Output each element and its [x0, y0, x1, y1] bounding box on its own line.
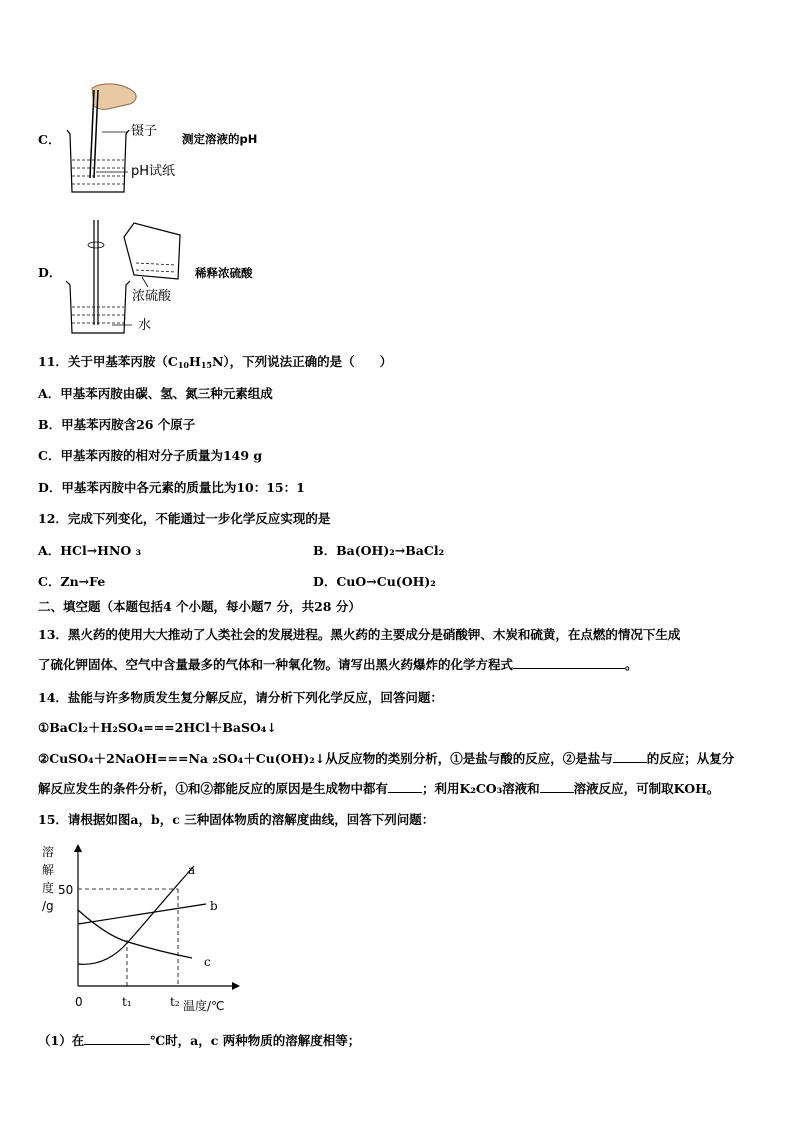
- option-d-letter: D．: [38, 265, 62, 280]
- y-tick-50: 50: [58, 883, 74, 897]
- q14-blank-2[interactable]: [388, 780, 422, 793]
- x-axis-label: 温度/℃: [183, 999, 225, 1013]
- conc-acid-label: 浓硫酸: [132, 289, 172, 304]
- series-a-label: a: [188, 863, 196, 877]
- q12-option-a: A．HCl→HNO ₃: [38, 543, 142, 558]
- y-label-3: 度: [42, 881, 55, 895]
- water-label: 水: [138, 318, 152, 333]
- ph-test-figure: [62, 80, 182, 200]
- option-d-caption: 稀释浓硫酸: [195, 266, 253, 280]
- y-axis-arrow: [74, 844, 82, 852]
- curve-b: [78, 904, 206, 924]
- q13-answer-blank[interactable]: [513, 656, 625, 669]
- q14-eq2: ②CuSO₄＋2NaOH===Na ₂SO₄＋Cu(OH)₂↓从反应物的类别分析，①是盐与酸的反应，②是盐与 的反应；从复分: [38, 751, 735, 766]
- q14-blank-3[interactable]: [540, 780, 574, 793]
- q12-option-c: C．Zn→Fe: [38, 574, 106, 589]
- q14-stem: 14．盐能与许多物质发生复分解反应，请分析下列化学反应，回答问题：: [38, 690, 443, 705]
- ph-paper-label: pH试纸: [131, 164, 176, 179]
- q11-option-d: D．甲基苯丙胺中各元素的质量比为10：15：1: [38, 480, 305, 495]
- q15-sub1: （1）在 ℃时，a，c 两种物质的溶解度相等；: [38, 1033, 361, 1048]
- option-c-caption: 测定溶液的pH: [182, 132, 258, 146]
- q14-line3: 解反应发生的条件分析，①和②都能反应的原因是生成物中都有 ；利用K₂CO₃溶液和 溶液反应，可制取KOH。: [38, 781, 720, 796]
- q13-line1: 13．黑火药的使用大大推动了人类社会的发展进程。黑火药的主要成分是硝酸钾、木炭和硫黄，在点燃的情况下生成: [38, 627, 681, 642]
- x-tick-t2: t₂: [170, 995, 180, 1009]
- x-axis-arrow: [232, 982, 240, 990]
- y-label-1: 溶: [42, 845, 55, 859]
- y-label-2: 解: [42, 863, 55, 877]
- q11-option-c: C．甲基苯丙胺的相对分子质量为149 g: [38, 448, 263, 463]
- q11-option-b: B．甲基苯丙胺含26 个原子: [38, 417, 196, 432]
- q13-line2: 了硫化钾固体、空气中含量最多的气体和一种氧化物。请写出黑火药爆炸的化学方程式 。: [38, 657, 638, 672]
- x-tick-0: 0: [75, 995, 83, 1009]
- series-c-label: c: [204, 955, 211, 969]
- series-b-label: b: [210, 899, 218, 913]
- solubility-chart: [38, 838, 248, 1018]
- q11-option-a: A．甲基苯丙胺由碳、氢、氮三种元素组成: [38, 386, 273, 401]
- q12-stem: 12．完成下列变化，不能通过一步化学反应实现的是: [38, 511, 331, 526]
- q11-stem: 11．关于甲基苯丙胺$(C_{10}H_{15}N)$，下列说法正确的是（ ）: [38, 354, 393, 370]
- dilute-acid-figure: [62, 215, 192, 340]
- tweezers-label: 镊子: [131, 124, 158, 139]
- q12-option-d: D．CuO→Cu(OH)₂: [313, 574, 436, 589]
- option-c-letter: C．: [38, 132, 61, 147]
- q15-blank-1[interactable]: [84, 1032, 150, 1045]
- y-label-4: /g: [42, 899, 54, 913]
- q14-blank-1[interactable]: [613, 750, 647, 763]
- q15-stem: 15．请根据如图a，b，c 三种固体物质的溶解度曲线，回答下列问题：: [38, 812, 435, 827]
- q12-option-b: B．Ba(OH)₂→BaCl₂: [313, 543, 445, 558]
- q14-eq1: ①BaCl₂＋H₂SO₄===2HCl＋BaSO₄↓: [38, 720, 277, 735]
- section-heading: 二、填空题（本题包括4 个小题，每小题7 分，共28 分）: [38, 599, 361, 614]
- x-tick-t1: t₁: [122, 995, 132, 1009]
